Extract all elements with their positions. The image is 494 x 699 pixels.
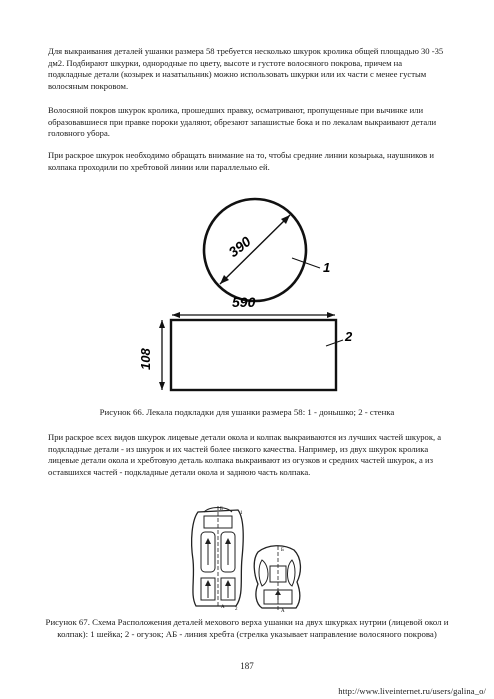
label-1: 1 (323, 260, 331, 275)
paragraph-3: При раскрое шкурок необходимо обращать внимание на то, чтобы средние линии козырька, наушников и колпака проходили по хребтовой линии или параллельно ей. (48, 150, 434, 172)
label-2: 2 (345, 329, 353, 344)
page-number: 187 (240, 661, 254, 671)
letter-a-left: А (221, 605, 225, 610)
arrow-head-icon (225, 538, 231, 544)
arrow-head-icon (205, 580, 211, 586)
num-2-left: 2 (235, 607, 238, 612)
paragraph-1: Для выкраивания деталей ушанки размера 58 требуется несколько шкурок кролика общей площадью 30 -35 дм2. Подбирают шкурки, однородные по цвету, высоте и густоте волосяного покрова, причем на подкладные детали (козырек и назатыльник) можно использовать шкурки или их части с менее густым волосяным покровом. (48, 46, 444, 91)
rect-height-dimension: 108 (138, 348, 153, 370)
letter-a-right: А (281, 609, 285, 614)
figure-66-caption: Рисунок 66. Лекала подкладки для ушанки размера 58: 1 - донышко; 2 - стенка (99, 407, 395, 417)
rect-width-dimension: 590 (232, 294, 256, 310)
paragraph-2: Волосяной покров шкурок кролика, прошедших правку, осматривают, пропущенные при вычинке или образовавшиеся при правке пороки удаляют, обрезают запашистые бока и по лекалам выкраивают детали головного убора. (48, 105, 437, 139)
footer-url[interactable]: http://www.liveinternet.ru/users/galina_o/ (338, 686, 486, 696)
paragraph-4: При раскрое всех видов шкурок лицевые детали окола и колпак выкраиваются из лучших частей шкурок, а подкладные детали - из шкурок и их частей более низкого качества. Например, из двух шкурок кролика лицевые детали окола и хребтовую деталь колпака выкраивают из огузков и средних частей шкурок, а из оставшихся частей - подкладные детали окола и заднюю часть колпака. (48, 432, 442, 477)
letter-b-left: Б (220, 507, 223, 512)
num-1-left: 1 (240, 511, 243, 516)
figure-67-caption: Рисунок 67. Схема Расположения деталей мехового верха ушанки на двух шкурках нутрии (лицевой окол и колпак): 1 шейка; 2 - огузок; АБ - линия хребта (стрелка указывает направление волосяного покрова) (45, 617, 449, 639)
pelt-outline-right (254, 546, 300, 608)
arrow-head-icon (225, 580, 231, 586)
part-wing-right (288, 560, 296, 586)
arrow-head-icon (205, 538, 211, 544)
arrow-head-icon (275, 590, 281, 595)
letter-b-right: Б (281, 548, 284, 553)
circle-dimension: 390 (225, 233, 254, 261)
part-wing-left (259, 560, 268, 586)
